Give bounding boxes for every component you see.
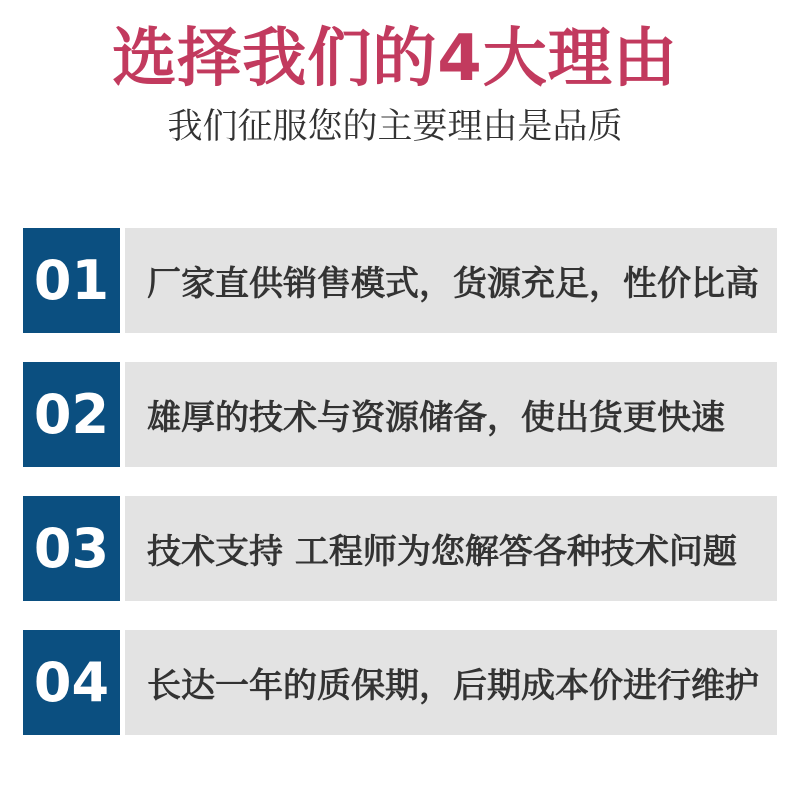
page-subtitle: 我们征服您的主要理由是品质	[167, 106, 623, 147]
reason-number-badge: 02	[23, 362, 120, 467]
reason-number-badge: 03	[23, 496, 120, 601]
reason-number-badge: 01	[23, 228, 120, 333]
page-title: 选择我们的4大理由	[112, 22, 678, 96]
reason-text: 长达一年的质保期，后期成本价进行维护	[125, 630, 777, 735]
reason-row-1	[23, 228, 777, 333]
reason-text: 厂家直供销售模式，货源充足，性价比高	[125, 228, 777, 333]
reason-row-4	[23, 630, 777, 735]
reason-text: 技术支持 工程师为您解答各种技术问题	[125, 496, 777, 601]
reasons-list	[23, 228, 777, 735]
reason-text: 雄厚的技术与资源储备，使出货更快速	[125, 362, 777, 467]
reason-number-badge: 04	[23, 630, 120, 735]
reason-row-3	[23, 496, 777, 601]
reason-row-2	[23, 362, 777, 467]
